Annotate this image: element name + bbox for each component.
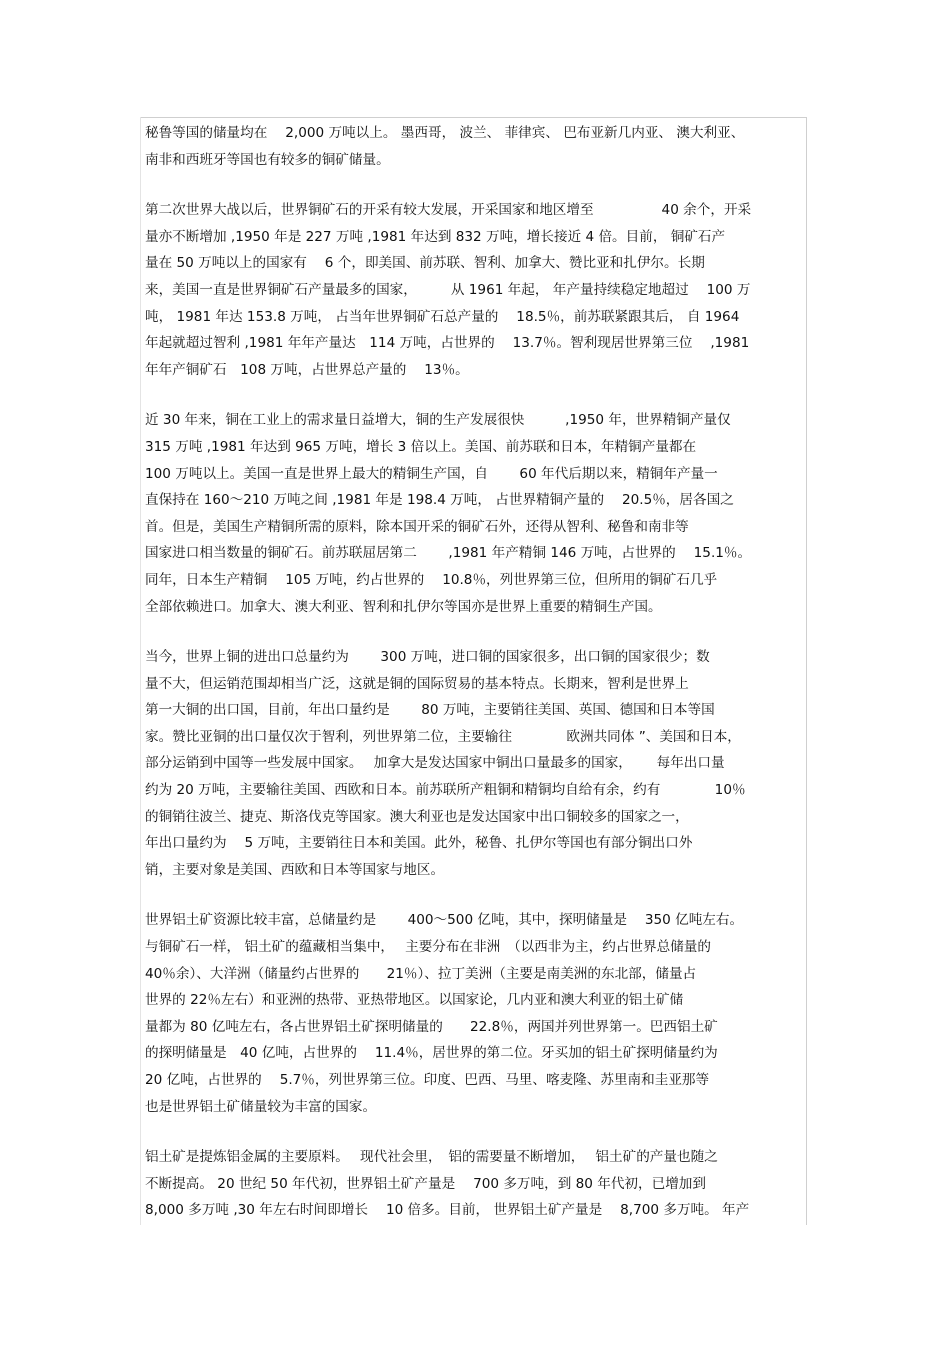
text-line: 国家进口相当数量的铜矿石。前苏联屈居第二 ,1981 年产精铜 146 万吨，占世界的 15.1％。 bbox=[145, 545, 752, 562]
text-line: 家。赞比亚铜的出口量仅次于智利，列世界第二位，主要输往 欧洲共同体 ”、美国和日本， bbox=[145, 728, 741, 745]
paragraph-bauxite-reserves bbox=[145, 907, 807, 1120]
text-line: 同年，日本生产精铜 105 万吨，约占世界的 10.8％，列世界第三位，但所用的铜矿石几乎 bbox=[145, 571, 718, 588]
text-line: 量在 50 万吨以上的国家有 6 个，即美国、前苏联、智利、加拿大、赞比亚和扎伊尔。长期 bbox=[145, 255, 705, 272]
text-line: 来，美国一直是世界铜矿石产量最多的国家， 从 1961 年起， 年产量持续稳定地超过 100 万 bbox=[145, 281, 751, 298]
text-line: 世界的 22％左右）和亚洲的热带、亚热带地区。以国家论，几内亚和澳大利亚的铝土矿储 bbox=[145, 992, 684, 1009]
text-line: 的铜销往波兰、捷克、斯洛伐克等国家。澳大利亚也是发达国家中出口铜较多的国家之一， bbox=[145, 808, 689, 825]
page-frame-left-line bbox=[140, 117, 141, 1225]
text-line: 年起就超过智利 ,1981 年年产量达 114 万吨，占世界的 13.7％。智利现居世界第三位 ,1981 bbox=[145, 335, 750, 352]
text-line: 吨， 1981 年达 153.8 万吨， 占当年世界铜矿石总产量的 18.5％，前苏联紧跟其后， 自 1964 bbox=[145, 308, 740, 325]
text-line: 第二次世界大战以后，世界铜矿石的开采有较大发展，开采国家和地区增至 40 余个，开采 bbox=[145, 202, 752, 219]
text-line: 年年产铜矿石 108 万吨，占世界总产量的 13％。 bbox=[145, 361, 469, 378]
text-line: 世界铝土矿资源比较丰富，总储量约是 400～500 亿吨，其中，探明储量是 350 亿吨左右。 bbox=[145, 912, 744, 929]
text-line: 与铜矿石一样， 铝土矿的蕴藏相当集中， 主要分布在非洲 （以西非为主，约占世界总储量的 bbox=[145, 939, 711, 956]
text-line: 近 30 年来，铜在工业上的需求量日益增大，铜的生产发展很快 ,1950 年，世界精铜产量仅 bbox=[145, 412, 731, 429]
text-line: 的探明储量是 40 亿吨，占世界的 11.4％，居世界的第二位。牙买加的铝土矿探明储量约为 bbox=[145, 1045, 718, 1062]
text-line: 也是世界铝土矿储量较为丰富的国家。 bbox=[145, 1098, 377, 1115]
paragraph-copper-ore-production bbox=[145, 197, 807, 383]
paragraph-reserves-countries bbox=[145, 120, 807, 173]
text-line: 8,000 多万吨 ,30 年左右时间即增长 10 倍多。目前， 世界铝土矿产量是 8,700 多万吨。 年产 bbox=[145, 1202, 750, 1219]
text-line: 量不大，但运销范围却相当广泛，这就是铜的国际贸易的基本特点。长期来，智利是世界上 bbox=[145, 675, 689, 692]
text-line: 部分运销到中国等一些发展中国家。 加拿大是发达国家中铜出口量最多的国家， 每年出口量 bbox=[145, 755, 725, 772]
text-line: 量都为 80 亿吨左右，各占世界铝土矿探明储量的 22.8％，两国并列世界第一。巴西铝土矿 bbox=[145, 1018, 718, 1035]
text-line: 全部依赖进口。加拿大、澳大利亚、智利和扎伊尔等国亦是世界上重要的精铜生产国。 bbox=[145, 598, 662, 615]
paragraph-copper-trade bbox=[145, 644, 807, 883]
page-frame-top-line bbox=[140, 117, 807, 118]
document-body bbox=[145, 120, 807, 1224]
text-line: 年出口量约为 5 万吨，主要销往日本和美国。此外，秘鲁、扎伊尔等国也有部分铜出口外 bbox=[145, 835, 693, 852]
text-line: 不断提高。 20 世纪 50 年代初，世界铝土矿产量是 700 多万吨，到 80 年代初，已增加到 bbox=[145, 1175, 706, 1192]
text-line: 40％余）、大洋洲（储量约占世界的 21％）、拉丁美洲（主要是南美洲的东北部，储量占 bbox=[145, 965, 697, 982]
text-line: 当今，世界上铜的进出口总量约为 300 万吨，进口铜的国家很多，出口铜的国家很少；数 bbox=[145, 649, 710, 666]
text-line: 315 万吨 ,1981 年达到 965 万吨，增长 3 倍以上。美国、前苏联和日本，年精铜产量都在 bbox=[145, 438, 697, 455]
text-line: 约为 20 万吨，主要输往美国、西欧和日本。前苏联所产粗铜和精铜均自给有余，约有 10％ bbox=[145, 782, 746, 799]
paragraph-bauxite-production bbox=[145, 1144, 807, 1224]
text-line: 南非和西班牙等国也有较多的铜矿储量。 bbox=[145, 151, 390, 168]
text-line: 秘鲁等国的储量均在 2,000 万吨以上。 墨西哥， 波兰、 菲律宾、 巴布亚新几内亚、 澳大利亚、 bbox=[145, 125, 745, 141]
text-line: 销，主要对象是美国、西欧和日本等国家与地区。 bbox=[145, 861, 445, 878]
text-line: 直保持在 160～210 万吨之间 ,1981 年是 198.4 万吨， 占世界精铜产量的 20.5％，居各国之 bbox=[145, 492, 734, 509]
text-line: 第一大铜的出口国，目前，年出口量约是 80 万吨，主要销往美国、英国、德国和日本等国 bbox=[145, 702, 715, 719]
text-line: 20 亿吨，占世界的 5.7％，列世界第三位。印度、巴西、马里、喀麦隆、苏里南和圭亚那等 bbox=[145, 1072, 710, 1088]
text-line: 量亦不断增加 ,1950 年是 227 万吨 ,1981 年达到 832 万吨，增长接近 4 倍。目前， 铜矿石产 bbox=[145, 228, 726, 245]
text-line: 首。但是，美国生产精铜所需的原料，除本国开采的铜矿石外，还得从智利、秘鲁和南非等 bbox=[145, 518, 689, 535]
text-line: 铝土矿是提炼铝金属的主要原料。 现代社会里， 铝的需要量不断增加， 铝土矿的产量也随之 bbox=[145, 1149, 718, 1166]
paragraph-refined-copper bbox=[145, 407, 807, 620]
text-line: 100 万吨以上。美国一直是世界上最大的精铜生产国，自 60 年代后期以来，精铜年产量一 bbox=[145, 465, 718, 482]
